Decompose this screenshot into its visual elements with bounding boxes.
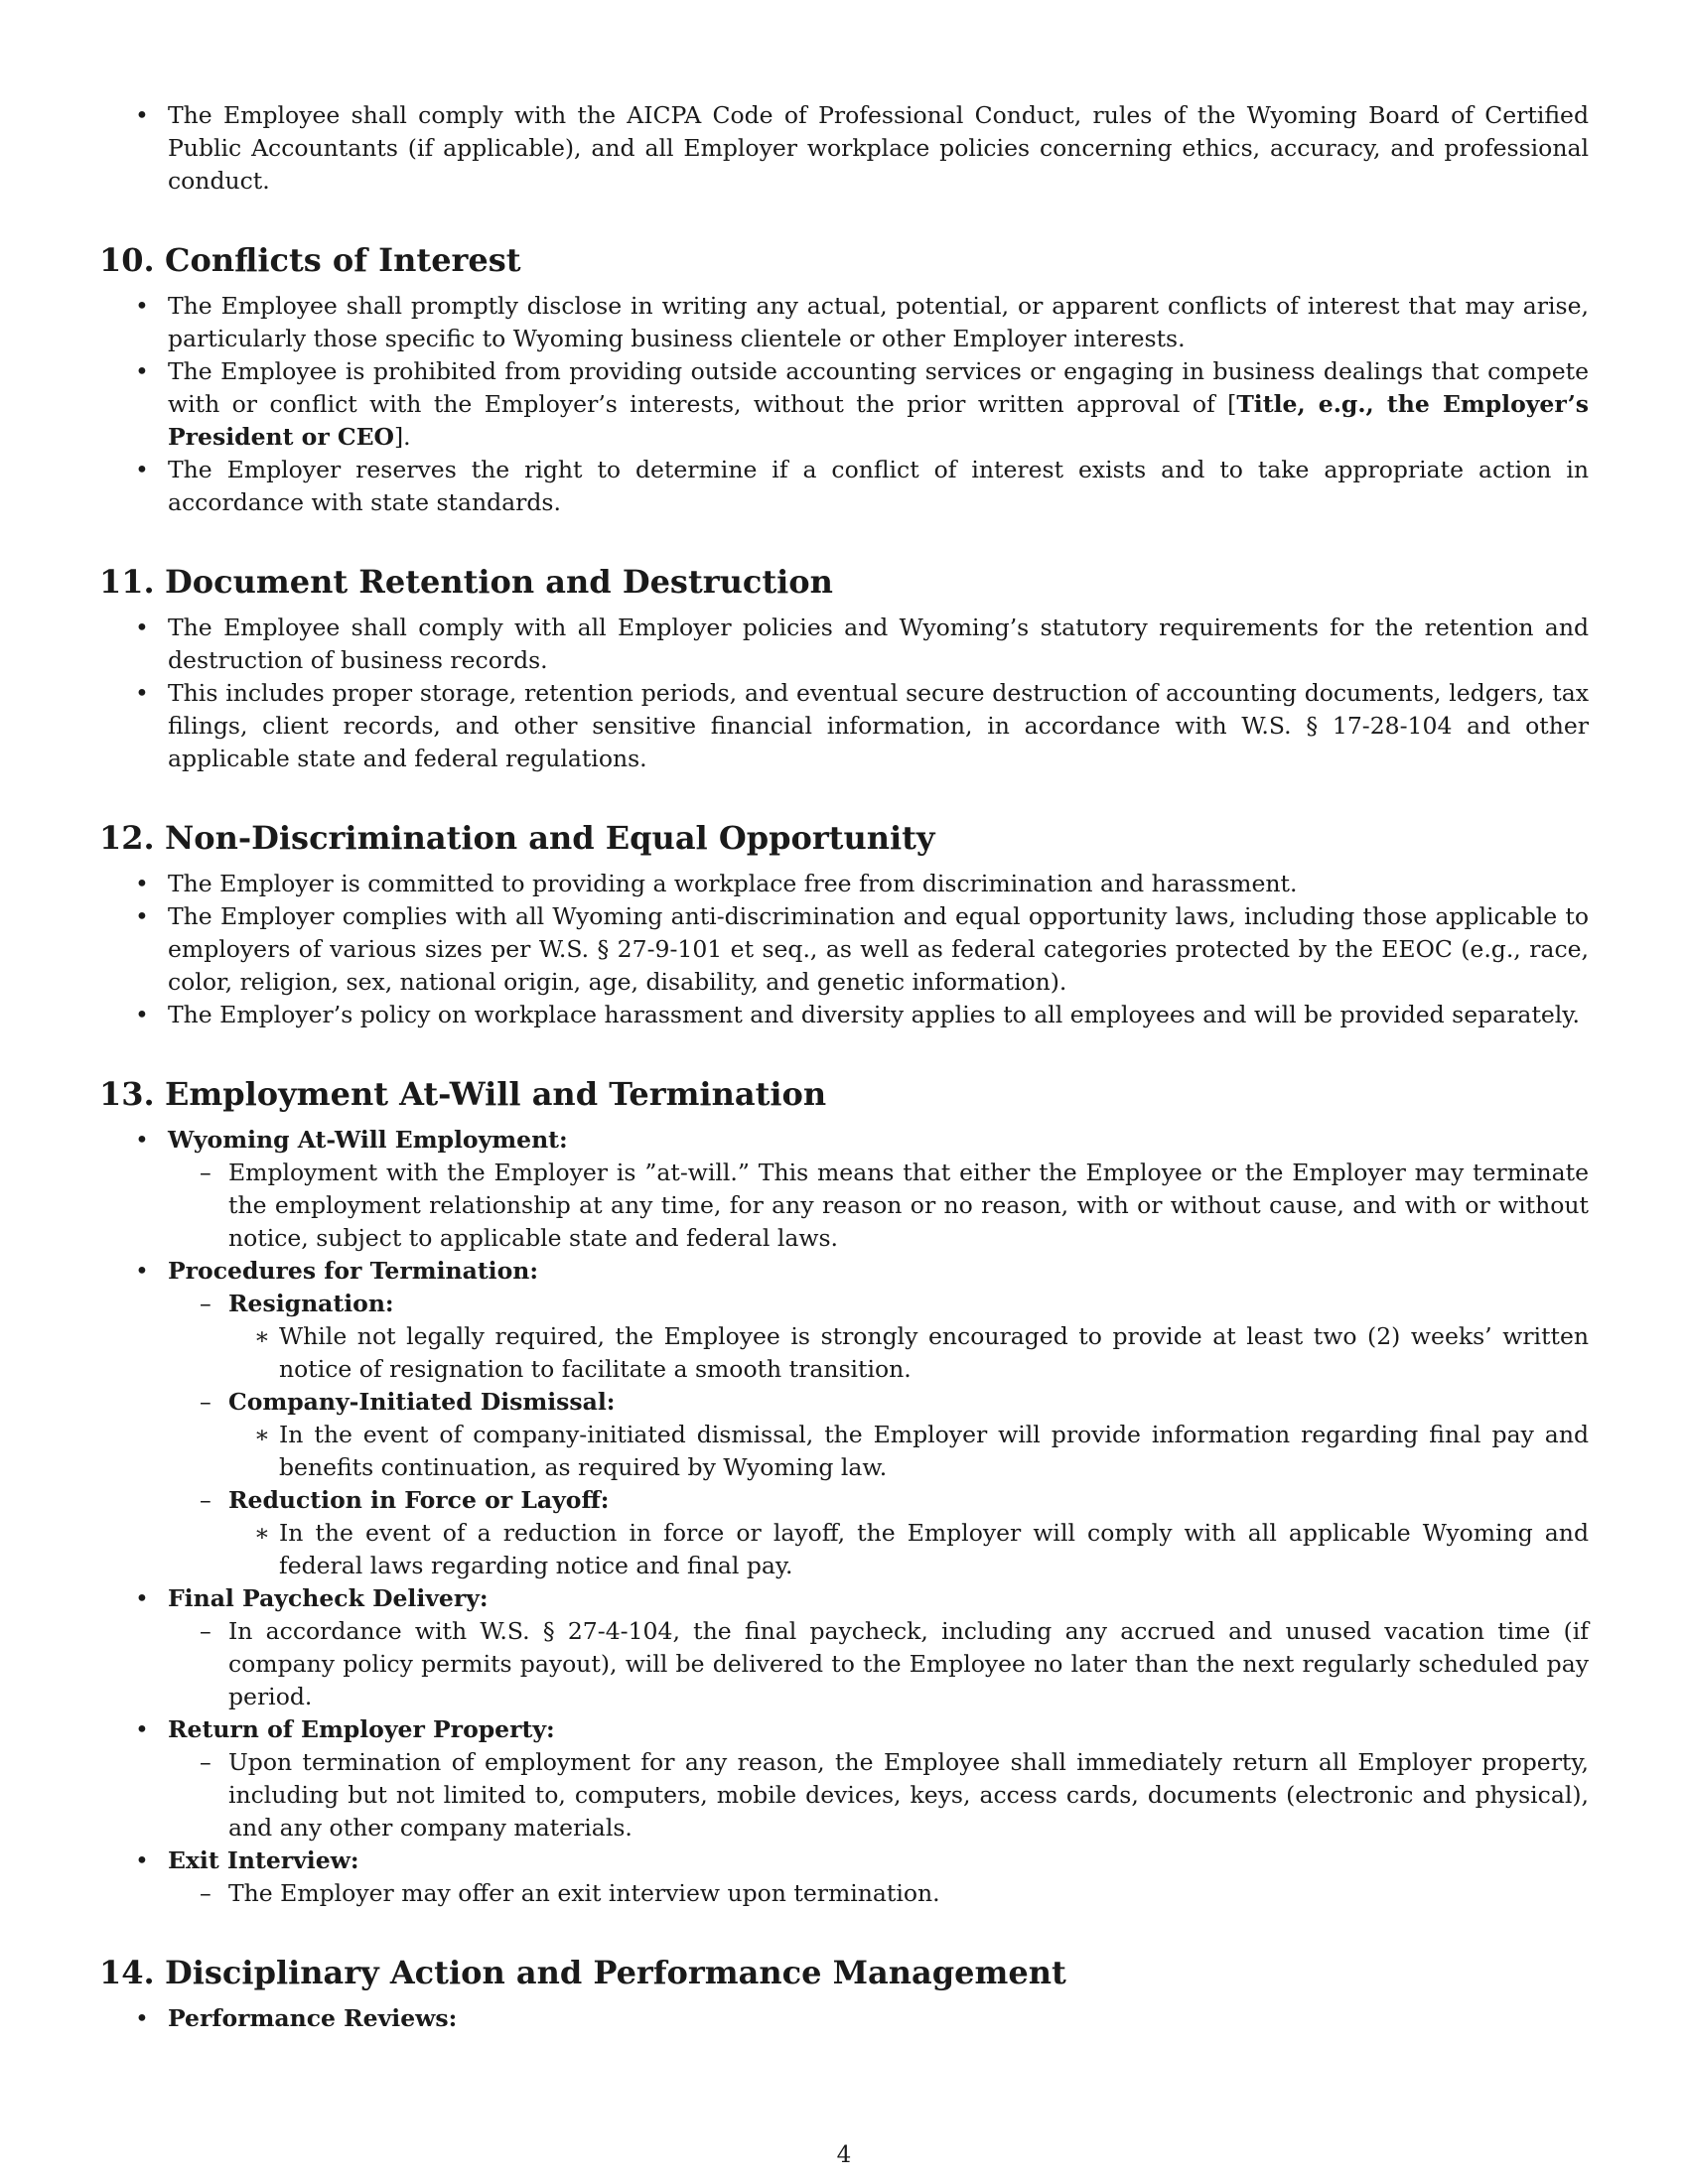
section10-bullet-1: • The Employee shall promptly disclose in writing any actual, potential, or apparent conflicts of interest that may arise, particularly those specific to Wyoming business clientele or other Employer interests. [99,290,1589,355]
page-content [99,99,1589,2035]
layoff-text: ∗ In the event of a reduction in force or layoff, the Employer will comply with all applicable Wyoming and federal laws regarding notice and final pay. [228,1517,1589,1582]
section13-title: Employment At-Will and Termination [165,1075,827,1113]
procedures-sublist [168,1288,1589,1582]
section11-bullet-2: • This includes proper storage, retention periods, and eventual secure destruction of accounting documents, ledgers, tax filings, client records, and other sensitive financial information, in accordance with W.S. § 17-28-104 and other applicable state and federal regulations. [99,677,1589,775]
property-text: – Upon termination of employment for any reason, the Employee shall immediately return all Employer property, including but not limited to, computers, mobile devices, keys, access cards, documents (electronic and physical), and any other company materials. [168,1746,1589,1844]
section10-bullet-2-text: The Employee is prohibited from providing outside accounting services or engaging in business dealings that compete with or conflict with the Employer’s interests, without the prior written approval of [ [168,357,1589,418]
exit-heading: • Exit Interview: [168,1846,359,1874]
section10-bullet-2 [99,355,1589,454]
exit-sublist [168,1877,1589,1910]
property-sublist [168,1746,1589,1844]
layoff-heading: – Reduction in Force or Layoff: [228,1486,610,1514]
dismissal-text: ∗ In the event of company-initiated dismissal, the Employer will provide information regarding final pay and benefits continuation, as required by Wyoming law. [228,1419,1589,1484]
section12-title: Non-Discrimination and Equal Opportunity [165,819,935,857]
section10-bullet-3: • The Employer reserves the right to determine if a conflict of interest exists and to take appropriate action in accordance with state standards. [99,454,1589,519]
section11-list [99,612,1589,775]
section9-list [99,99,1589,198]
section10-number: 10. [99,241,155,279]
resignation-item [168,1288,1589,1386]
section10-bullet-2-placeholder: Title, e.g., the Employer’s President or CEO [168,390,1590,451]
section11-bullet-1: • The Employee shall comply with all Employer policies and Wyoming’s statutory requirements for the retention and destruction of business records. [99,612,1589,677]
section14-number: 14. [99,1954,155,1991]
paycheck-heading: • Final Paycheck Delivery: [168,1584,489,1612]
section12-bullet-1: • The Employer is committed to providing a workplace free from discrimination and harassment. [99,868,1589,900]
procedures-item [99,1255,1589,1582]
resignation-heading: – Resignation: [228,1290,394,1317]
section14-heading [99,1910,1589,2002]
atwill-item [99,1124,1589,1255]
reviews-heading: • Performance Reviews: [168,2004,458,2032]
section14-title: Disciplinary Action and Performance Management [165,1954,1066,1991]
paycheck-text: – In accordance with W.S. § 27-4-104, the final paycheck, including any accrued and unused vacation time (if company policy permits payout), will be delivered to the Employee no later than the next regularly scheduled pay period. [168,1615,1589,1713]
paycheck-item [99,1582,1589,1713]
section13-list [99,1124,1589,1910]
section11-title: Document Retention and Destruction [165,563,833,601]
section12-list [99,868,1589,1031]
section10-heading [99,198,1589,290]
section14-list [99,2002,1589,2035]
paycheck-sublist [168,1615,1589,1713]
layoff-item [168,1484,1589,1582]
atwill-heading: • Wyoming At-Will Employment: [168,1126,568,1154]
section10-bullet-2-end: ]. [394,423,411,451]
resignation-sublist [228,1320,1589,1386]
section12-bullet-2: • The Employer complies with all Wyoming anti-discrimination and equal opportunity laws, including those applicable to employers of various sizes per W.S. § 27-9-101 et seq., as well as federal categories protected by the EEOC (e.g., race, color, religion, sex, national origin, age, disability, and genetic information). [99,900,1589,999]
section12-number: 12. [99,819,155,857]
layoff-sublist [228,1517,1589,1582]
section12-bullet-3: • The Employer’s policy on workplace harassment and diversity applies to all employees and will be provided separately. [99,999,1589,1031]
section13-heading [99,1031,1589,1124]
dismissal-sublist [228,1419,1589,1484]
resignation-text: ∗ While not legally required, the Employee is strongly encouraged to provide at least two (2) weeks’ written notice of resignation to facilitate a smooth transition. [228,1320,1589,1386]
dismissal-heading: – Company-Initiated Dismissal: [228,1388,616,1416]
section10-title: Conflicts of Interest [165,241,521,279]
section9-bullet: • The Employee shall comply with the AICPA Code of Professional Conduct, rules of the Wyoming Board of Certified Public Accountants (if applicable), and all Employer workplace policies concerning ethics, accuracy, and professional conduct. [99,99,1589,198]
exit-item [99,1844,1589,1910]
atwill-sublist [168,1157,1589,1255]
reviews-item [99,2002,1589,2035]
atwill-text: – Employment with the Employer is ”at-will.” This means that either the Employee or the Employer may terminate the employment relationship at any time, for any reason or no reason, with or without cause, and with or without notice, subject to applicable state and federal laws. [168,1157,1589,1255]
section11-number: 11. [99,563,155,601]
section11-heading [99,519,1589,612]
section13-number: 13. [99,1075,155,1113]
property-item [99,1713,1589,1844]
procedures-heading: • Procedures for Termination: [168,1257,539,1285]
property-heading: • Return of Employer Property: [168,1715,555,1743]
exit-text: – The Employer may offer an exit interview upon termination. [168,1877,1589,1910]
page-number: 4 [836,2142,852,2168]
dismissal-item [168,1386,1589,1484]
section12-heading [99,775,1589,868]
section10-list [99,290,1589,519]
